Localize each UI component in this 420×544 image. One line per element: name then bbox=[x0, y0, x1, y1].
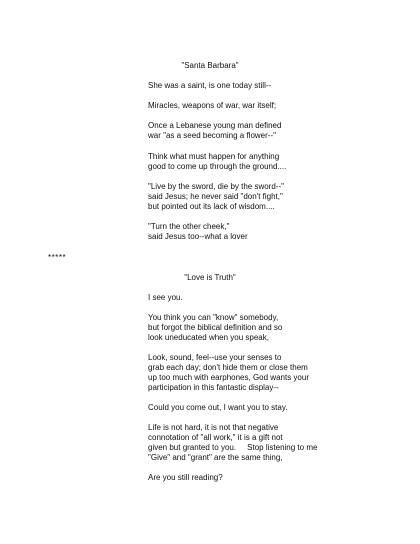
stanza-6: "Turn the other cheek," said Jesus too--what a lover bbox=[148, 222, 248, 241]
section-separator: ***** bbox=[48, 253, 67, 262]
stanza-10: Could you come out, I want you to stay. bbox=[148, 403, 288, 412]
stanza-11: Life is not hard, it is not that negative connotation of "all work," it is a gift not given but granted to you. Stop listening to me "Give" and "grant" are the same thing, bbox=[148, 423, 318, 462]
stanza-12: Are you still reading? bbox=[148, 473, 223, 482]
stanza-8: You think you can "know" somebody, but forgot the biblical definition and so look uneducated when you speak, bbox=[148, 313, 283, 342]
stanza-2: Miracles, weapons of war, war itself; bbox=[148, 101, 277, 110]
stanza-3: Once a Lebanese young man defined war "as a seed becoming a flower--" bbox=[148, 121, 282, 140]
poem-title-santa-barbara: "Santa Barbara" bbox=[181, 61, 239, 70]
stanza-5: "Live by the sword, die by the sword--" said Jesus; he never said "don't fight," but pointed out its lack of wisdom.... bbox=[148, 182, 284, 211]
stanza-1: She was a saint, is one today still-- bbox=[148, 81, 272, 90]
poem-title-love-is-truth: "Love is Truth" bbox=[184, 273, 236, 282]
stanza-7: I see you. bbox=[148, 293, 183, 302]
stanza-4: Think what must happen for anything good to come up through the ground.... bbox=[148, 152, 287, 171]
stanza-9: Look, sound, feel--use your senses to grab each day; don't hide them or close them up too much with earphones, God wants your participation in this fantastic display-- bbox=[148, 353, 309, 392]
